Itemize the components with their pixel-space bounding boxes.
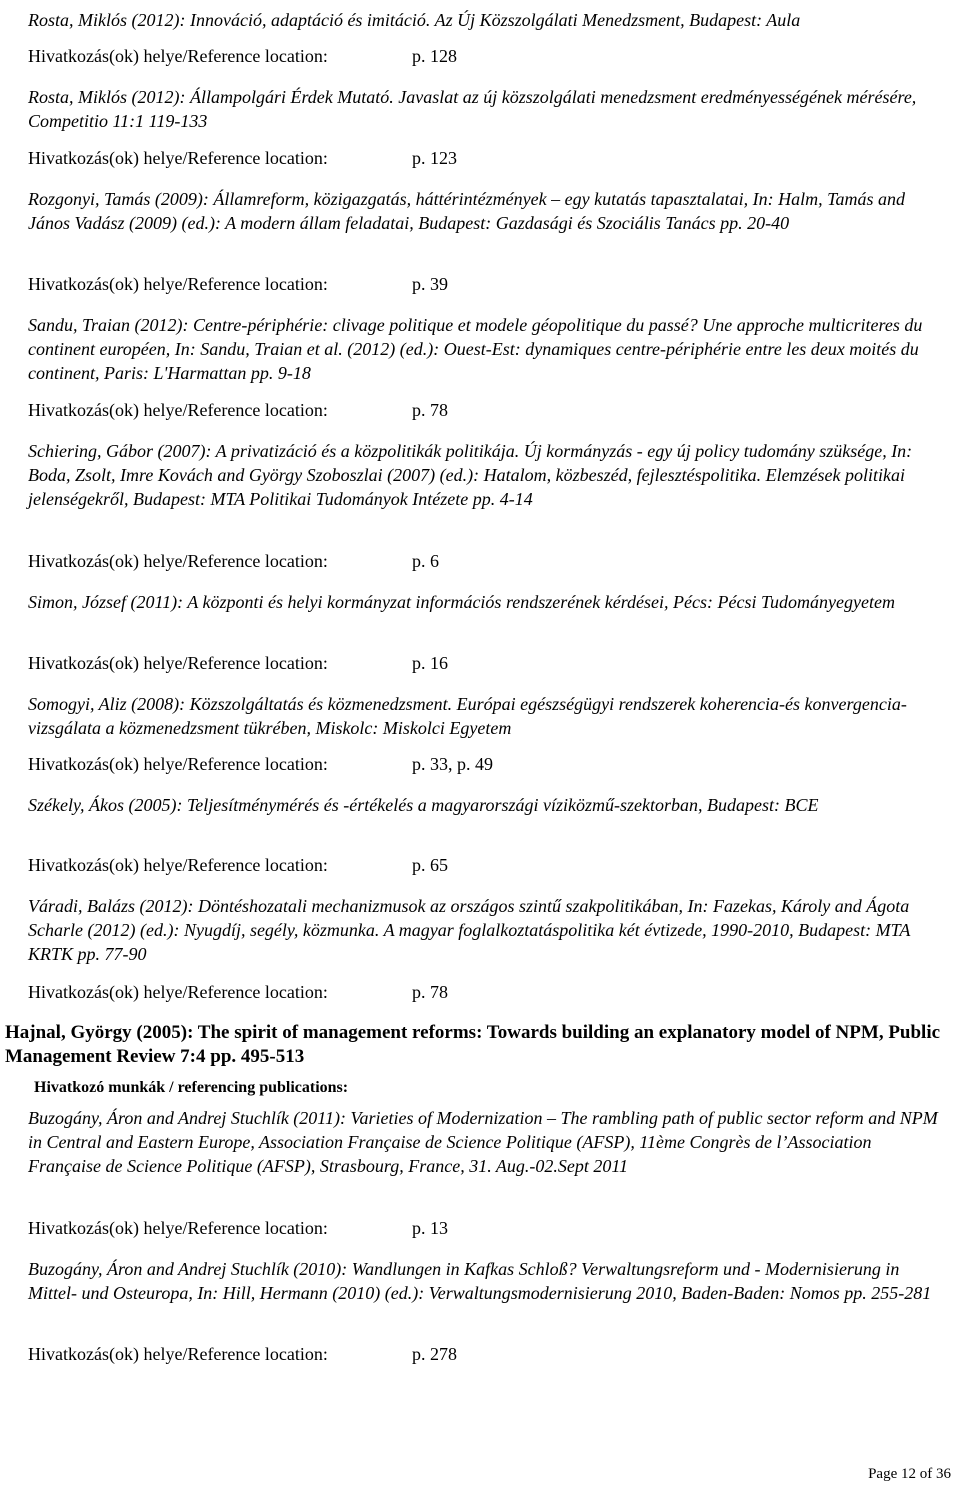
- reference-location-line: [28, 853, 448, 877]
- reference-page: p. 78: [412, 400, 448, 420]
- citation-schiering-2007: Schiering, Gábor (2007): A privatizáció és a közpolitikák politikája. Új kormányzás - egy új policy tudomány szüksége, In: Boda, Zsolt, Imre Kovách and György Szoboszlai (2007) (ed.): Hatalom, közbeszéd, fejlesztéspolitika. Elemzések politikai jelenségekről, Budapest: MTA Politikai Tudományok Intézete pp. 4-14: [28, 441, 913, 509]
- reference-label: Hivatkozás(ok) helye/Reference location:: [28, 46, 328, 66]
- reference-page: p. 13: [412, 1218, 448, 1238]
- reference-label: Hivatkozás(ok) helye/Reference location:: [28, 551, 328, 571]
- citation-rosta-2012-allampolgari: Rosta, Miklós (2012): Állampolgári Érdek Mutató. Javaslat az új közszolgálati menedzsment eredményességének mérésére, Competitio 11:1 119-133: [28, 87, 917, 131]
- reference-page: p. 78: [412, 982, 448, 1002]
- reference-page: p. 6: [412, 551, 439, 571]
- page-number-footer: Page 12 of 36: [868, 1466, 951, 1482]
- citation-buzogany-2011: Buzogány, Áron and Andrej Stuchlík (2011): Varieties of Modernization – The rambling path of public sector reform and NPM in Central and Eastern Europe, Association Française de Science Politique (AFSP), 11ème Congrès de l’Association Française de Science Politique (AFSP), Strasbourg, France, 31. Aug.-02.Sept 2011: [28, 1108, 938, 1176]
- citation-rozgonyi-2009: Rozgonyi, Tamás (2009): Államreform, közigazgatás, háttérintézmények – egy kutatás tapasztalatai, In: Halm, Tamás and János Vadász (2009) (ed.): A modern állam feladatai, Budapest: Gazdasági és Szociális Tanács pp. 20-40: [28, 189, 905, 233]
- referencing-publications-subheading: Hivatkozó munkák / referencing publications:: [34, 1079, 349, 1096]
- reference-page: p. 128: [412, 46, 457, 66]
- reference-location-line: [28, 549, 439, 573]
- reference-location-line: [28, 1216, 448, 1240]
- reference-location-line: [28, 272, 448, 296]
- cited-work-heading: Hajnal, György (2005): The spirit of management reforms: Towards building an explanatory model of NPM, Public Management Review 7:4 pp. 495-513: [5, 1022, 941, 1067]
- reference-label: Hivatkozás(ok) helye/Reference location:: [28, 754, 328, 774]
- reference-page: p. 65: [412, 855, 448, 875]
- citation-varadi-2012: Váradi, Balázs (2012): Döntéshozatali mechanizmusok az országos szintű szakpolitikában, In: Fazekas, Károly and Ágota Scharle (2012) (ed.): Nyugdíj, segély, közmunka. A magyar foglalkoztatáspolitika két évtizede, 1990-2010, Budapest: MTA KRTK pp. 77-90: [28, 896, 910, 964]
- reference-page: p. 123: [412, 148, 457, 168]
- reference-label: Hivatkozás(ok) helye/Reference location:: [28, 1218, 328, 1238]
- reference-location-line: [28, 980, 448, 1004]
- citation-simon-2011: Simon, József (2011): A központi és helyi kormányzat információs rendszerének kérdései, Pécs: Pécsi Tudományegyetem: [28, 592, 895, 612]
- citation-buzogany-2010: Buzogány, Áron and Andrej Stuchlík (2010): Wandlungen in Kafkas Schloß? Verwaltungsreform und - Modernisierung in Mittel- und Osteuropa, In: Hill, Hermann (2010) (ed.): Verwaltungsmodernisierung 2010, Baden-Baden: Nomos pp. 255-281: [28, 1259, 932, 1303]
- reference-location-line: [28, 44, 457, 68]
- reference-label: Hivatkozás(ok) helye/Reference location:: [28, 400, 328, 420]
- reference-page: p. 39: [412, 274, 448, 294]
- reference-label: Hivatkozás(ok) helye/Reference location:: [28, 855, 328, 875]
- reference-label: Hivatkozás(ok) helye/Reference location:: [28, 1344, 328, 1364]
- reference-label: Hivatkozás(ok) helye/Reference location:: [28, 148, 328, 168]
- citation-sandu-2012: Sandu, Traian (2012): Centre-périphérie: clivage politique et modele géopolitique du passé? Une approche multicriteres du continent européen, In: Sandu, Traian et al. (2012) (ed.): Ouest-Est: dynamiques centre-périphérie entre les deux moités du continent, Paris: L'Harmattan pp. 9-18: [28, 315, 923, 383]
- reference-page: p. 278: [412, 1344, 457, 1364]
- reference-page: p. 33, p. 49: [412, 754, 493, 774]
- citation-szekely-2005: Székely, Ákos (2005): Teljesítménymérés és -értékelés a magyarországi víziközmű-szektorban, Budapest: BCE: [28, 795, 819, 815]
- citation-rosta-2012-innovacio: Rosta, Miklós (2012): Innováció, adaptáció és imitáció. Az Új Közszolgálati Menedzsment, Budapest: Aula: [28, 10, 801, 30]
- reference-label: Hivatkozás(ok) helye/Reference location:: [28, 982, 328, 1002]
- reference-location-line: [28, 146, 457, 170]
- reference-label: Hivatkozás(ok) helye/Reference location:: [28, 274, 328, 294]
- reference-location-line: [28, 752, 493, 776]
- reference-location-line: [28, 651, 448, 675]
- citation-somogyi-2008: Somogyi, Aliz (2008): Közszolgáltatás és közmenedzsment. Európai egészségügyi rendszerek koherencia-és konvergencia-vizsgálata a közmenedzsment tükrében, Miskolc: Miskolci Egyetem: [28, 694, 907, 738]
- reference-page: p. 16: [412, 653, 448, 673]
- reference-label: Hivatkozás(ok) helye/Reference location:: [28, 653, 328, 673]
- reference-location-line: [28, 398, 448, 422]
- reference-location-line: [28, 1342, 457, 1366]
